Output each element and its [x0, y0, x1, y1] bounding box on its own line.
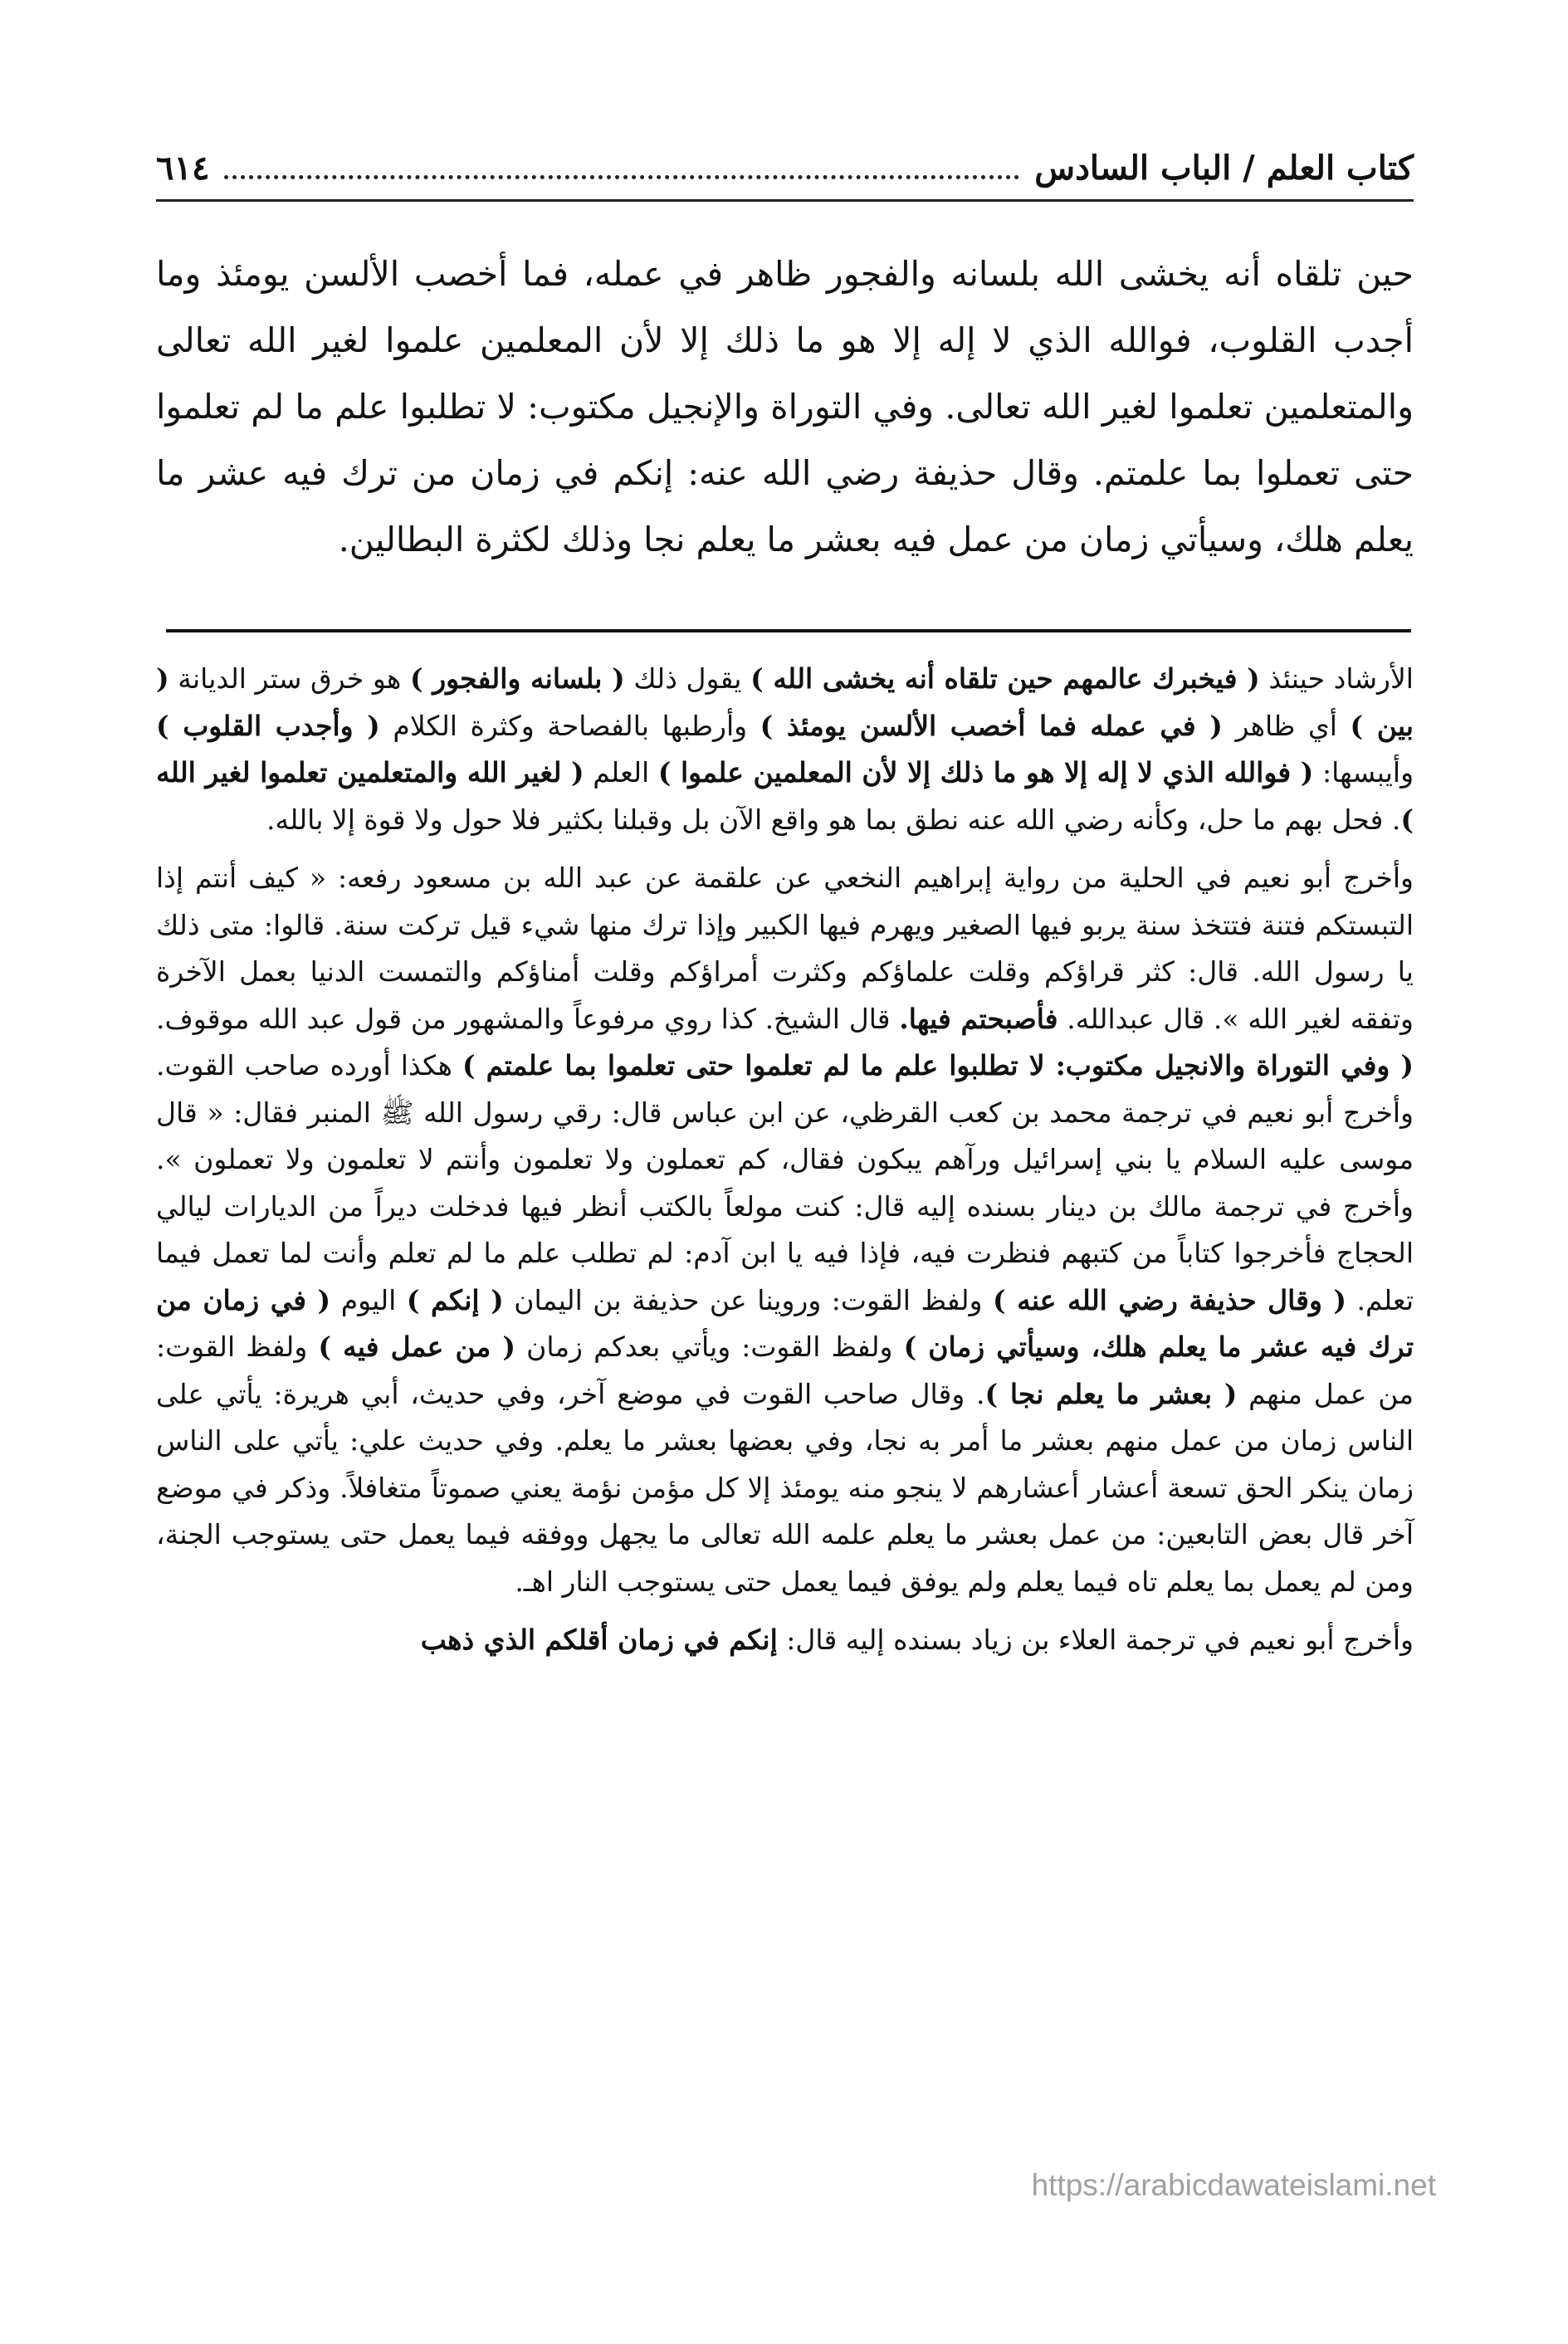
commentary-text: ولفظ القوت: وروينا عن حذيفة بن اليمان [514, 1283, 983, 1316]
quoted-text: فأصبحتم فيها. [899, 1002, 1058, 1035]
commentary-text: وأخرج أبو نعيم في الحلية من رواية إبراهيم النخعي عن علقمة عن عبد الله بن مسعود رفعه: « كيف أنتم إذا التبستكم فتنة فتتخذ سنة يربو فيها الصغير ويهرم فيها الكبير وإذا ترك منها شيء قيل تركت سنة. قالوا: متى ذلك يا رسول الله. قال: كثر قراؤكم وقلت علماؤكم وكثرت أمراؤكم وقلت أمناؤكم والتمست الدنيا بعمل الآخرة وتفقه لغير الله ». قال عبدالله. [156, 862, 1414, 1035]
page-header [156, 141, 1414, 194]
quoted-text: ( بين ) [156, 662, 1414, 742]
quoted-text: ( فيخبرك عالمهم حين تلقاه أنه يخشى الله ) [750, 662, 1260, 695]
main-text-block [156, 241, 1414, 573]
quoted-text: ( وقال حذيفة رضي الله عنه ) [993, 1283, 1347, 1316]
commentary-block [156, 656, 1414, 1676]
commentary-text: أي ظاهر [1235, 709, 1337, 742]
header-dot-leader [224, 157, 1019, 179]
quoted-text: ( من عمل فيه ) [318, 1331, 515, 1363]
commentary-paragraph-2 [156, 855, 1414, 1605]
text-commentary-divider [166, 629, 1411, 632]
commentary-paragraph-3 [156, 1617, 1414, 1664]
commentary-text: ولفظ القوت: من عمل منهم [156, 1331, 1414, 1410]
commentary-text: وأخرج أبو نعيم في ترجمة العلاء بن زياد بسنده إليه قال: [786, 1624, 1414, 1656]
quoted-text: ( إنكم ) [406, 1283, 504, 1316]
commentary-text: وأرطبها بالفصاحة وكثرة الكلام [393, 709, 748, 742]
page-number: ٦١٤ [156, 148, 210, 188]
commentary-text: يقول ذلك [633, 662, 742, 695]
quoted-text: ( في عمله فما أخصب الألسن يومئذ ) [760, 709, 1223, 742]
quoted-text: ( في زمان من ترك فيه عشر ما يعلم هلك، وسيأتي زمان ) [156, 1283, 1414, 1363]
commentary-text: اليوم [340, 1283, 397, 1316]
main-text-paragraph: حين تلقاه أنه يخشى الله بلسانه والفجور ظاهر في عمله، فما أخصب الألسن يومئذ وما أجدب القلوب، فوالله الذي لا إله إلا هو ما ذلك إلا لأن المعلمين علموا لغير الله تعالى والمتعلمين تعلموا لغير الله تعالى. وفي التوراة والإنجيل مكتوب: لا تطلبوا علم ما لم تعلموا حتى تعملوا بما علمتم. وقال حذيفة رضي الله عنه: إنكم في زمان من ترك فيه عشر ما يعلم هلك، وسيأتي زمان من عمل فيه بعشر ما يعلم نجا وذلك لكثرة البطالين. [156, 254, 1414, 559]
commentary-text: . وقال صاحب القوت في موضع آخر، وفي حديث، أبي هريرة: يأتي على الناس زمان من عمل منهم بعشر ما أمر به نجا، وفي بعضها بعشر ما يعلم. وفي حديث علي: يأتي على الناس زمان ينكر الحق تسعة أعشار أعشارهم لا ينجو منه يومئذ إلا كل مؤمن نؤمة يعني صموتاً متغافلاً. وذكر في موضع آخر قال بعض التابعين: من عمل بعشر ما يعلم علمه الله تعالى ما يجهل ووفقه فيما يعمل حتى يستوجب الجنة، ومن لم يعمل بما يعلم تاه فيما يعلم ولم يوفق فيما يعمل حتى يستوجب النار اهـ. [156, 1377, 1414, 1598]
quoted-text: ( فوالله الذي لا إله إلا هو ما ذلك إلا لأن المعلمين علموا ) [657, 756, 1314, 789]
commentary-text: العلم [593, 756, 650, 789]
running-title: كتاب العلم / الباب السادس [1034, 148, 1414, 188]
watermark-url: https://arabicdawateislami.net [1031, 2168, 1436, 2202]
commentary-text: ولفظ القوت: ويأتي بعدكم زمان [526, 1331, 893, 1363]
commentary-paragraph-1 [156, 656, 1414, 843]
commentary-text: الأرشاد حينئذ [1268, 662, 1414, 695]
quoted-text: ( لغير الله والمتعلمين تعلموا لغير الله ) [156, 756, 1414, 836]
commentary-text: . فحل بهم ما حل، وكأنه رضي الله عنه نطق بما هو واقع الآن بل وقبلنا بكثير فلا حول ولا قوة إلا بالله. [266, 803, 1401, 836]
commentary-text: قال الشيخ. كذا روي مرفوعاً والمشهور من قول عبد الله موقوف. [156, 1002, 891, 1035]
commentary-text: هكذا أورده صاحب القوت. وأخرج أبو نعيم في ترجمة محمد بن كعب القرظي، عن ابن عباس قال: رقي رسول الله ﷺ المنبر فقال: « قال موسى عليه السلام يا بني إسرائيل ورآهم يبكون فقال، كم تعملون ولا تعلمون وأنتم لا تعلمون ولا تعملون ». وأخرج في ترجمة مالك بن دينار بسنده إليه قال: كنت مولعاً بالكتب أنظر فيها فدخلت ديراً من الديارات ليالي الحجاج فأخرجوا كتاباً من كتبهم فنظرت فيه، فإذا فيه يا ابن آدم: لم تطلب علم ما لم تعلم وأنت لما تعمل فيما تعلم. [156, 1049, 1414, 1316]
commentary-text: وأيبسها: [1321, 756, 1414, 789]
quoted-text: ( وأجدب القلوب ) [156, 709, 380, 742]
quoted-text: ( وفي التوراة والانجيل مكتوب: لا تطلبوا علم ما لم تعلموا حتى تعلموا بما علمتم ) [462, 1049, 1414, 1082]
quoted-text: ( بعشر ما يعلم نجا ) [984, 1377, 1238, 1410]
commentary-text: هو خرق ستر الديانة [178, 662, 402, 695]
quoted-text: ( بلسانه والفجور ) [409, 662, 625, 695]
quoted-text: إنكم في زمان أقلكم الذي ذهب [420, 1624, 778, 1656]
header-rule [156, 199, 1414, 202]
